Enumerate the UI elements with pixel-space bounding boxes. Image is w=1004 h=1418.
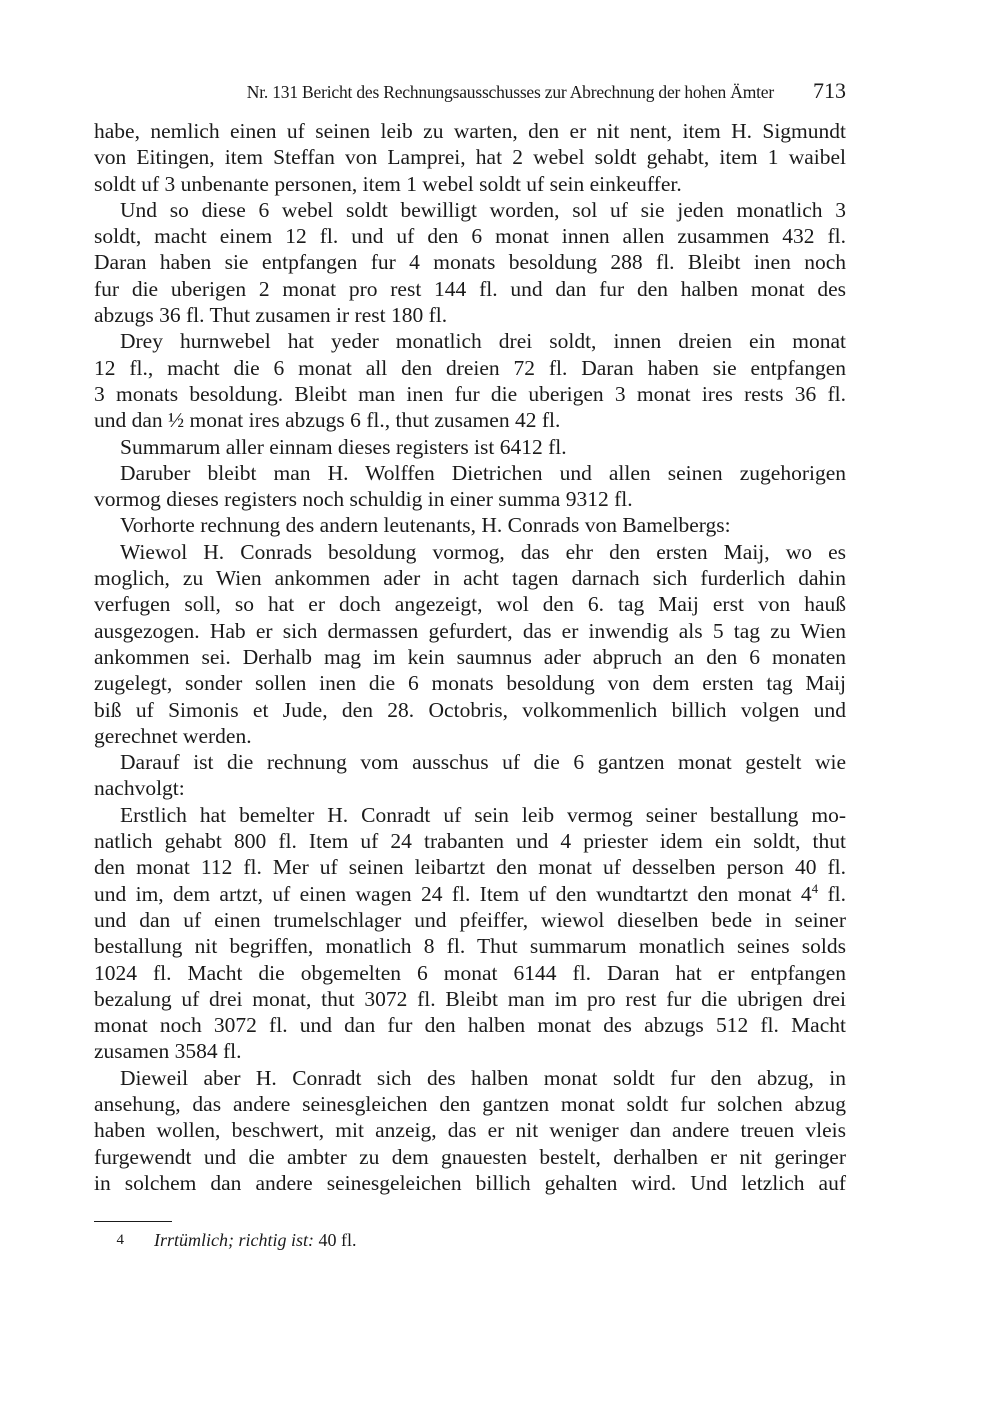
line-text: und dan ½ monat ires abzugs 6 fl., thut zusamen 42 fl. — [94, 408, 561, 433]
line-text: habe, nemlich einen uf seinen leib zu warten, den er nit nent, item H. Sigmundt — [94, 119, 846, 143]
text-line — [94, 670, 846, 696]
line-text: bestallung nit begriffen, monatlich 8 fl. Thut summarum monatlich seines solds — [94, 934, 846, 959]
line-text: Dieweil aber H. Conradt sich des halben monat soldt fur den abzug, in — [120, 1065, 846, 1090]
line-text: moglich, zu Wien ankommen ader in acht tagen darnach sich furderlich dahin — [94, 566, 846, 591]
text-line — [94, 512, 846, 538]
text-line — [94, 802, 846, 828]
line-text: abzugs 36 fl. Thut zusamen ir rest 180 fl. — [94, 303, 448, 328]
text-line — [94, 302, 846, 328]
line-text: gerechnet werden. — [94, 723, 252, 748]
footnote-text: 40 fl. — [314, 1230, 357, 1250]
footnote-italic-text: Irrtümlich; richtig ist: — [154, 1230, 314, 1250]
line-text: und im, dem artzt, uf einen wagen 24 fl. Item uf den wundtartzt den monat 4 — [94, 881, 812, 906]
line-text: ausgezogen. Hab er sich dermassen gefurdert, das er inwendig als 5 tag zu Wien — [94, 618, 846, 643]
text-line — [94, 591, 846, 617]
line-text: Daruber bleibt man H. Wolffen Dietrichen und allen seinen zugehorigen — [120, 460, 846, 485]
running-header — [94, 78, 846, 108]
text-line — [94, 144, 846, 170]
text-line — [94, 276, 846, 302]
line-text: soldt, macht einem 12 fl. und uf den 6 monat innen allen zusammen 432 fl. — [94, 224, 846, 249]
line-text: Wiewol H. Conrads besoldung vormog, das ehr den ersten Maij, wo es — [120, 539, 846, 564]
text-line — [94, 1144, 846, 1170]
line-text: 1024 fl. Macht die obgemelten 6 monat 6144 fl. Daran hat er entpfangen — [94, 960, 846, 985]
line-text: Vorhorte rechnung des andern leutenants, H. Conrads von Bamelbergs: — [120, 513, 731, 538]
text-line — [94, 986, 846, 1012]
footnote — [94, 1228, 357, 1252]
line-text: Darauf ist die rechnung vom ausschus uf die 6 gantzen monat gestelt wie — [120, 750, 846, 775]
line-text: furgewendt und die ambter zu dem gnauesten bestelt, derhalben er nit geringer — [94, 1144, 846, 1169]
text-line — [94, 960, 846, 986]
text-line — [94, 723, 846, 749]
line-text: 12 fl., macht die 6 monat all den dreien 72 fl. Daran haben sie entpfangen — [94, 355, 846, 380]
text-line — [94, 618, 846, 644]
line-text: Erstlich hat bemelter H. Conradt uf sein leib vermog seiner bestallung mo- — [120, 802, 846, 827]
line-text: Drey hurnwebel hat yeder monatlich drei soldt, innen dreien ein monat — [120, 329, 846, 354]
line-text: ankommen sei. Derhalb mag im kein saumnus ader abpruch an den 6 monaten — [94, 644, 846, 669]
line-text: fl. — [818, 881, 846, 906]
line-text: zugelegt, sonder sollen inen die 6 monats besoldung von dem ersten tag Maij — [94, 671, 846, 696]
text-line — [94, 854, 846, 880]
text-line — [94, 460, 846, 486]
text-line — [94, 1038, 846, 1064]
body-text — [94, 118, 846, 1196]
text-line — [94, 565, 846, 591]
footnote-reference: 4 — [811, 880, 819, 896]
line-text: Summarum aller einnam dieses registers ist 6412 fl. — [120, 434, 567, 459]
line-text: verfugen soll, so hat er doch angezeigt, wol den 6. tag Maij erst von hauß — [94, 592, 846, 617]
text-line — [94, 907, 846, 933]
text-line — [94, 381, 846, 407]
text-line — [94, 539, 846, 565]
running-title: Nr. 131 Bericht des Rechnungsausschusses zur Abrechnung der hohen Ämter — [246, 82, 774, 102]
page-number: 713 — [813, 78, 846, 103]
line-text: haben wollen, beschwert, mit anzeig, das er nit weniger dan andere treuen vleis — [94, 1118, 846, 1143]
line-text: vormog dieses registers noch schuldig in einer summa 9312 fl. — [94, 487, 633, 512]
text-line — [94, 223, 846, 249]
line-text: in solchem dan andere seinesgeleichen billich gehalten wird. Und letzlich auf — [94, 1170, 846, 1195]
text-line — [94, 328, 846, 354]
text-line — [94, 434, 846, 460]
line-text: bezalung uf drei monat, thut 3072 fl. Bleibt man im pro rest fur die ubrigen drei — [94, 986, 846, 1011]
line-text: den monat 112 fl. Mer uf seinen leibartzt den monat uf desselben person 40 fl. — [94, 855, 846, 880]
text-line — [94, 644, 846, 670]
text-line — [94, 1091, 846, 1117]
text-line — [94, 355, 846, 381]
text-line — [94, 1117, 846, 1143]
line-text: soldt uf 3 unbenante personen, item 1 webel soldt uf sein einkeuffer. — [94, 171, 682, 196]
text-line — [94, 171, 846, 197]
line-text: nachvolgt: — [94, 776, 185, 801]
line-text: monat noch 3072 fl. und dan fur den halben monat des abzugs 512 fl. Macht — [94, 1013, 846, 1038]
line-text: und dan uf einen trumelschlager und pfeiffer, wiewol dieselben bede in seiner — [94, 907, 846, 932]
line-text: Und so diese 6 webel soldt bewilligt worden, sol uf sie jeden monatlich 3 — [120, 197, 846, 222]
text-line — [94, 407, 846, 433]
text-line — [94, 881, 846, 907]
text-line — [94, 828, 846, 854]
footnote-rule — [94, 1221, 172, 1222]
text-line — [94, 249, 846, 275]
text-line — [94, 1012, 846, 1038]
text-line — [94, 1065, 846, 1091]
line-text: fur die uberigen 2 monat pro rest 144 fl. und dan fur den halben monat des — [94, 276, 846, 301]
footnote-number: 4 — [116, 1232, 124, 1248]
text-line — [94, 933, 846, 959]
line-text: ansehung, das andere seinesgleichen den gantzen monat soldt fur solchen abzug — [94, 1091, 846, 1116]
line-text: von Eitingen, item Steffan von Lamprei, hat 2 webel soldt gehabt, item 1 waibel — [94, 145, 846, 170]
text-line — [94, 697, 846, 723]
line-text: zusamen 3584 fl. — [94, 1039, 242, 1064]
line-text: 3 monats besoldung. Bleibt man inen fur die uberigen 3 monat ires rests 36 fl. — [94, 381, 846, 406]
text-line — [94, 197, 846, 223]
text-line — [94, 775, 846, 801]
text-line — [94, 1170, 846, 1196]
text-line — [94, 486, 846, 512]
text-line — [94, 749, 846, 775]
text-line — [94, 118, 846, 144]
line-text: biß uf Simonis et Jude, den 28. Octobris, volkommenlich billich volgen und — [94, 697, 846, 722]
line-text: Daran haben sie entpfangen fur 4 monats besoldung 288 fl. Bleibt inen noch — [94, 250, 846, 275]
line-text: natlich gehabt 800 fl. Item uf 24 trabanten und 4 priester idem ein soldt, thut — [94, 829, 846, 854]
